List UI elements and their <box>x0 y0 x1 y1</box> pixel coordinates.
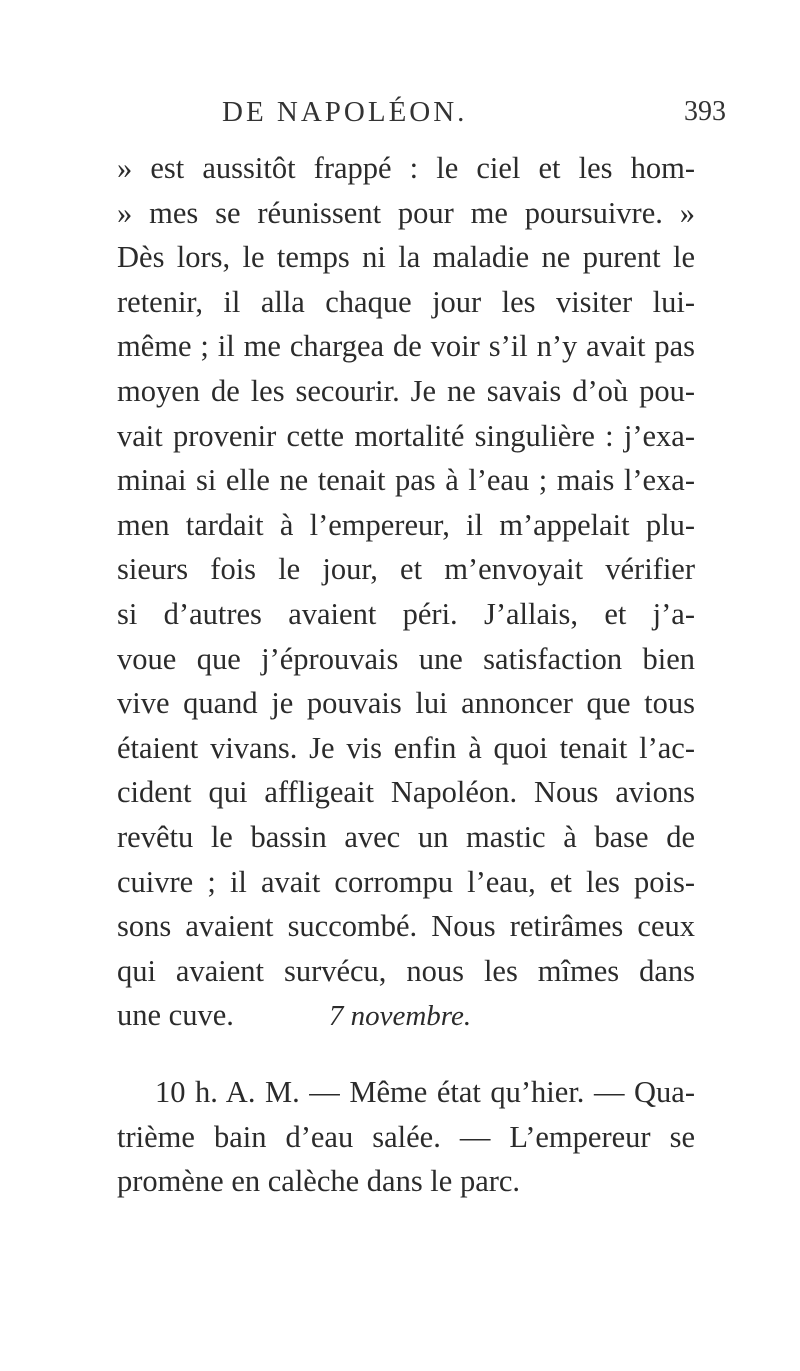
text-line: retenir, il alla chaque jour les visiter lui- <box>117 284 695 319</box>
text-line: sons avaient succombé. Nous retirâmes ceux <box>117 909 695 944</box>
text-line: men tardait à l’empereur, il m’appelait plu- <box>117 507 695 542</box>
text-line: si d’autres avaient péri. J’allais, et j’a- <box>117 596 695 631</box>
paragraph-1 <box>117 146 695 1038</box>
text-line: étaient vivans. Je vis enfin à quoi tenait l’ac- <box>117 730 695 765</box>
text-line: même ; il me chargea de voir s’il n’y avait pas <box>117 329 695 364</box>
text-line: trième bain d’eau salée. — L’empereur se <box>117 1119 695 1154</box>
text-line: revêtu le bassin avec un mastic à base de <box>117 819 695 854</box>
running-title: DE NAPOLÉON. <box>222 96 468 128</box>
text-line: promène en calèche dans le parc. <box>117 1164 521 1199</box>
text-line: cident qui affligeait Napoléon. Nous avions <box>117 775 695 810</box>
page-number: 393 <box>684 96 726 127</box>
date-heading: 7 novembre. <box>328 1000 472 1032</box>
text-line: » mes se réunissent pour me poursuivre. » <box>117 195 695 230</box>
running-head <box>0 96 800 136</box>
paragraph-2 <box>117 1070 695 1204</box>
text-line: sieurs fois le jour, et m’envoyait vérifier <box>117 552 695 587</box>
text-line: voue que j’éprouvais une satisfaction bien <box>117 641 695 676</box>
text-line: cuivre ; il avait corrompu l’eau, et les pois- <box>117 864 695 899</box>
text-line: Dès lors, le temps ni la maladie ne purent le <box>117 240 695 275</box>
text-line: qui avaient survécu, nous les mîmes dans <box>117 953 695 988</box>
text-line: vive quand je pouvais lui annoncer que tous <box>117 686 695 721</box>
text-line: moyen de les secourir. Je ne savais d’où pou- <box>117 373 695 408</box>
text-line: vait provenir cette mortalité singulière : j’exa- <box>117 418 695 453</box>
text-line: minai si elle ne tenait pas à l’eau ; mais l’exa- <box>117 463 695 498</box>
text-line: » est aussitôt frappé : le ciel et les hom- <box>117 151 695 185</box>
text-line: 10 h. A. M. — Même état qu’hier. — Qua- <box>155 1075 695 1109</box>
text-line: une cuve. <box>117 998 234 1033</box>
